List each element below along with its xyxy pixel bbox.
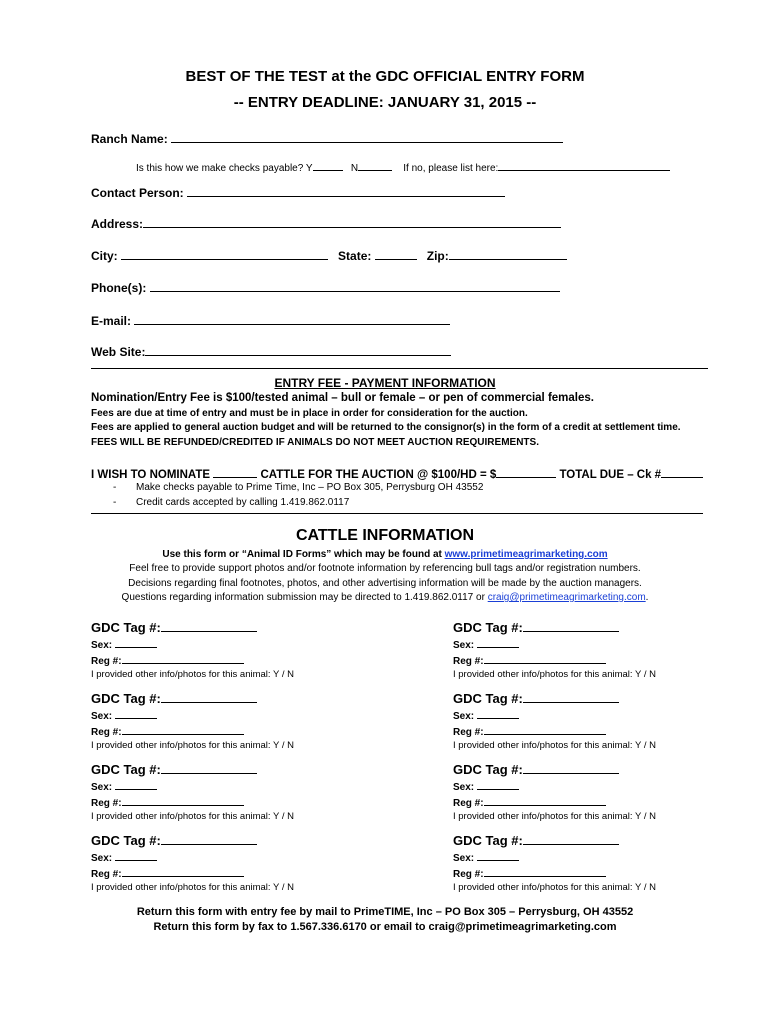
animal-entry bbox=[453, 833, 656, 893]
reg-row bbox=[91, 796, 294, 809]
entry-fee-heading: ENTRY FEE - PAYMENT INFORMATION bbox=[274, 376, 496, 390]
section-divider-middle bbox=[91, 513, 703, 514]
gdc-tag-label: GDC Tag #: bbox=[453, 691, 523, 706]
sex-label: Sex: bbox=[453, 640, 475, 651]
sex-field[interactable] bbox=[477, 638, 519, 648]
cattle-heading: CATTLE INFORMATION bbox=[295, 527, 475, 544]
use-form-text: Use this form or “Animal ID Forms” which may be found at bbox=[162, 549, 445, 560]
zip-label: Zip: bbox=[426, 249, 449, 263]
animal-entry bbox=[91, 762, 294, 822]
checks-question: Is this how we make checks payable? Y bbox=[136, 163, 313, 174]
reg-field[interactable] bbox=[122, 654, 244, 664]
reg-label: Reg #: bbox=[91, 727, 122, 738]
animal-entry bbox=[453, 762, 656, 822]
address-field[interactable] bbox=[143, 216, 561, 228]
questions-text: Questions regarding information submission may be directed to 1.419.862.0117 or bbox=[121, 592, 488, 603]
bullet-mark: - bbox=[113, 497, 117, 508]
reg-label: Reg #: bbox=[453, 869, 484, 880]
provided-info-row[interactable]: I provided other info/photos for this animal: Y / N bbox=[453, 882, 656, 893]
gdc-tag-label: GDC Tag #: bbox=[91, 762, 161, 777]
sex-row bbox=[453, 638, 656, 651]
gdc-tag-label: GDC Tag #: bbox=[453, 620, 523, 635]
sex-row bbox=[91, 638, 294, 651]
gdc-tag-label: GDC Tag #: bbox=[453, 833, 523, 848]
provided-info-row[interactable]: I provided other info/photos for this animal: Y / N bbox=[91, 740, 294, 751]
contact-person-row bbox=[91, 185, 505, 200]
ranch-name-label: Ranch Name: bbox=[91, 132, 168, 146]
bullet-text: Make checks payable to Prime Time, Inc – PO Box 305, Perrysburg OH 43552 bbox=[136, 482, 484, 493]
gdc-tag-label: GDC Tag #: bbox=[91, 691, 161, 706]
checks-payable-name-field[interactable] bbox=[498, 159, 670, 171]
entry-fee-line: Nomination/Entry Fee is $100/tested animal – bull or female – or pen of commercial females. bbox=[91, 392, 594, 404]
sex-label: Sex: bbox=[91, 711, 113, 722]
return-fax-line: Return this form by fax to 1.567.336.6170 or email to craig@primetimeagrimarketing.com bbox=[153, 921, 617, 933]
gdc-tag-field[interactable] bbox=[523, 762, 619, 774]
state-label: State: bbox=[338, 249, 372, 263]
website-field[interactable] bbox=[145, 344, 451, 356]
gdc-tag-field[interactable] bbox=[161, 620, 257, 632]
website-link[interactable]: www.primetimeagrimarketing.com bbox=[444, 549, 608, 560]
bullet-item bbox=[113, 482, 484, 493]
ranch-name-field[interactable] bbox=[171, 131, 563, 143]
fees-due-line: Fees are due at time of entry and must be in place in order for consideration for the auction. bbox=[91, 408, 528, 419]
animal-entry bbox=[91, 691, 294, 751]
phone-row bbox=[91, 280, 560, 295]
ranch-name-row bbox=[91, 131, 563, 146]
nominate-middle: CATTLE FOR THE AUCTION @ $100/HD = $ bbox=[260, 469, 497, 481]
sex-field[interactable] bbox=[115, 780, 157, 790]
reg-label: Reg #: bbox=[91, 798, 122, 809]
checks-payable-row bbox=[136, 159, 670, 174]
gdc-tag-row bbox=[91, 691, 294, 706]
gdc-tag-row bbox=[453, 691, 656, 706]
reg-field[interactable] bbox=[122, 867, 244, 877]
reg-field[interactable] bbox=[122, 796, 244, 806]
reg-field[interactable] bbox=[484, 654, 606, 664]
provided-info-row[interactable]: I provided other info/photos for this animal: Y / N bbox=[91, 811, 294, 822]
gdc-tag-label: GDC Tag #: bbox=[91, 620, 161, 635]
reg-row bbox=[453, 796, 656, 809]
reg-field[interactable] bbox=[122, 725, 244, 735]
check-number-field[interactable] bbox=[661, 466, 703, 478]
decisions-line: Decisions regarding final footnotes, photos, and other advertising information will be made by the auction managers. bbox=[128, 578, 642, 589]
bullet-text: Credit cards accepted by calling 1.419.862.0117 bbox=[136, 497, 350, 508]
reg-row bbox=[453, 654, 656, 667]
sex-field[interactable] bbox=[477, 780, 519, 790]
gdc-tag-label: GDC Tag #: bbox=[91, 833, 161, 848]
provided-info-row[interactable]: I provided other info/photos for this animal: Y / N bbox=[91, 882, 294, 893]
bullet-item bbox=[113, 497, 350, 508]
bullet-mark: - bbox=[113, 482, 117, 493]
sex-field[interactable] bbox=[477, 709, 519, 719]
sex-field[interactable] bbox=[477, 851, 519, 861]
section-divider-top bbox=[91, 368, 708, 369]
animal-entry bbox=[91, 833, 294, 893]
sex-row bbox=[91, 851, 294, 864]
reg-field[interactable] bbox=[484, 867, 606, 877]
animal-entry bbox=[453, 620, 656, 680]
gdc-tag-row bbox=[91, 833, 294, 848]
use-form-line bbox=[0, 549, 770, 560]
sex-field[interactable] bbox=[115, 638, 157, 648]
sex-label: Sex: bbox=[453, 853, 475, 864]
gdc-tag-field[interactable] bbox=[523, 620, 619, 632]
checks-no-field[interactable] bbox=[358, 159, 392, 171]
address-label: Address: bbox=[91, 217, 144, 231]
reg-label: Reg #: bbox=[453, 727, 484, 738]
questions-line bbox=[0, 592, 770, 603]
sex-row bbox=[91, 780, 294, 793]
zip-field[interactable] bbox=[449, 248, 567, 260]
entry-deadline: -- ENTRY DEADLINE: JANUARY 31, 2015 -- bbox=[233, 94, 537, 111]
sex-label: Sex: bbox=[453, 782, 475, 793]
sex-label: Sex: bbox=[91, 782, 113, 793]
sex-label: Sex: bbox=[453, 711, 475, 722]
sex-label: Sex: bbox=[91, 853, 113, 864]
website-label: Web Site: bbox=[91, 345, 146, 359]
reg-row bbox=[453, 725, 656, 738]
gdc-tag-field[interactable] bbox=[161, 691, 257, 703]
contact-person-field[interactable] bbox=[187, 185, 505, 197]
nominate-total-label: TOTAL DUE – Ck # bbox=[559, 469, 662, 481]
sex-field[interactable] bbox=[115, 851, 157, 861]
fees-refund-line: FEES WILL BE REFUNDED/CREDITED IF ANIMALS DO NOT MEET AUCTION REQUIREMENTS. bbox=[91, 437, 539, 448]
gdc-tag-field[interactable] bbox=[161, 833, 257, 845]
checks-yes-field[interactable] bbox=[313, 159, 343, 171]
form-title: BEST OF THE TEST at the GDC OFFICIAL ENTRY FORM bbox=[185, 68, 585, 85]
fees-applied-line: Fees are applied to general auction budget and will be returned to the consignor(s) in the form of a credit at settlement time. bbox=[91, 422, 681, 433]
website-row bbox=[91, 344, 451, 359]
sex-label: Sex: bbox=[91, 640, 113, 651]
checks-n-label: N bbox=[350, 163, 359, 174]
reg-label: Reg #: bbox=[453, 798, 484, 809]
gdc-tag-row bbox=[91, 762, 294, 777]
contact-person-label: Contact Person: bbox=[91, 186, 184, 200]
provided-info-row[interactable]: I provided other info/photos for this animal: Y / N bbox=[453, 740, 656, 751]
email-row bbox=[91, 313, 450, 328]
nominate-amount-field[interactable] bbox=[496, 466, 556, 478]
gdc-tag-field[interactable] bbox=[523, 833, 619, 845]
return-mail-line: Return this form with entry fee by mail to PrimeTIME, Inc – PO Box 305 – Perrysburg, OH 43552 bbox=[136, 906, 634, 918]
sex-field[interactable] bbox=[115, 709, 157, 719]
provided-info-row[interactable]: I provided other info/photos for this animal: Y / N bbox=[453, 811, 656, 822]
gdc-tag-label: GDC Tag #: bbox=[453, 762, 523, 777]
reg-row bbox=[91, 654, 294, 667]
gdc-tag-field[interactable] bbox=[523, 691, 619, 703]
nominate-count-field[interactable] bbox=[213, 466, 257, 478]
email-label: E-mail: bbox=[91, 314, 132, 328]
reg-label: Reg #: bbox=[453, 656, 484, 667]
sex-row bbox=[453, 780, 656, 793]
reg-label: Reg #: bbox=[91, 656, 122, 667]
gdc-tag-row bbox=[453, 620, 656, 635]
city-label: City: bbox=[91, 249, 118, 263]
reg-row bbox=[453, 867, 656, 880]
animal-entry bbox=[91, 620, 294, 680]
reg-field[interactable] bbox=[484, 725, 606, 735]
questions-period: . bbox=[645, 592, 649, 603]
sex-row bbox=[453, 709, 656, 722]
email-field[interactable] bbox=[134, 313, 450, 325]
phone-label: Phone(s): bbox=[91, 281, 147, 295]
gdc-tag-field[interactable] bbox=[161, 762, 257, 774]
email-link[interactable]: craig@primetimeagrimarketing.com bbox=[487, 592, 646, 603]
reg-field[interactable] bbox=[484, 796, 606, 806]
phone-field[interactable] bbox=[150, 280, 560, 292]
nominate-row bbox=[91, 466, 703, 481]
sex-row bbox=[453, 851, 656, 864]
city-field[interactable] bbox=[121, 248, 328, 260]
city-state-zip-row bbox=[91, 248, 567, 263]
checks-if-no-label: If no, please list here: bbox=[403, 163, 499, 174]
state-field[interactable] bbox=[375, 248, 417, 260]
animal-entry bbox=[453, 691, 656, 751]
reg-row bbox=[91, 867, 294, 880]
gdc-tag-row bbox=[453, 833, 656, 848]
nominate-prefix: I WISH TO NOMINATE bbox=[91, 469, 211, 481]
gdc-tag-row bbox=[453, 762, 656, 777]
gdc-tag-row bbox=[91, 620, 294, 635]
provided-info-row[interactable]: I provided other info/photos for this animal: Y / N bbox=[453, 669, 656, 680]
address-row bbox=[91, 216, 561, 231]
reg-row bbox=[91, 725, 294, 738]
provided-info-row[interactable]: I provided other info/photos for this animal: Y / N bbox=[91, 669, 294, 680]
support-photos-line: Feel free to provide support photos and/or footnote information by referencing bull tags and/or registration numbers. bbox=[129, 563, 641, 574]
reg-label: Reg #: bbox=[91, 869, 122, 880]
sex-row bbox=[91, 709, 294, 722]
